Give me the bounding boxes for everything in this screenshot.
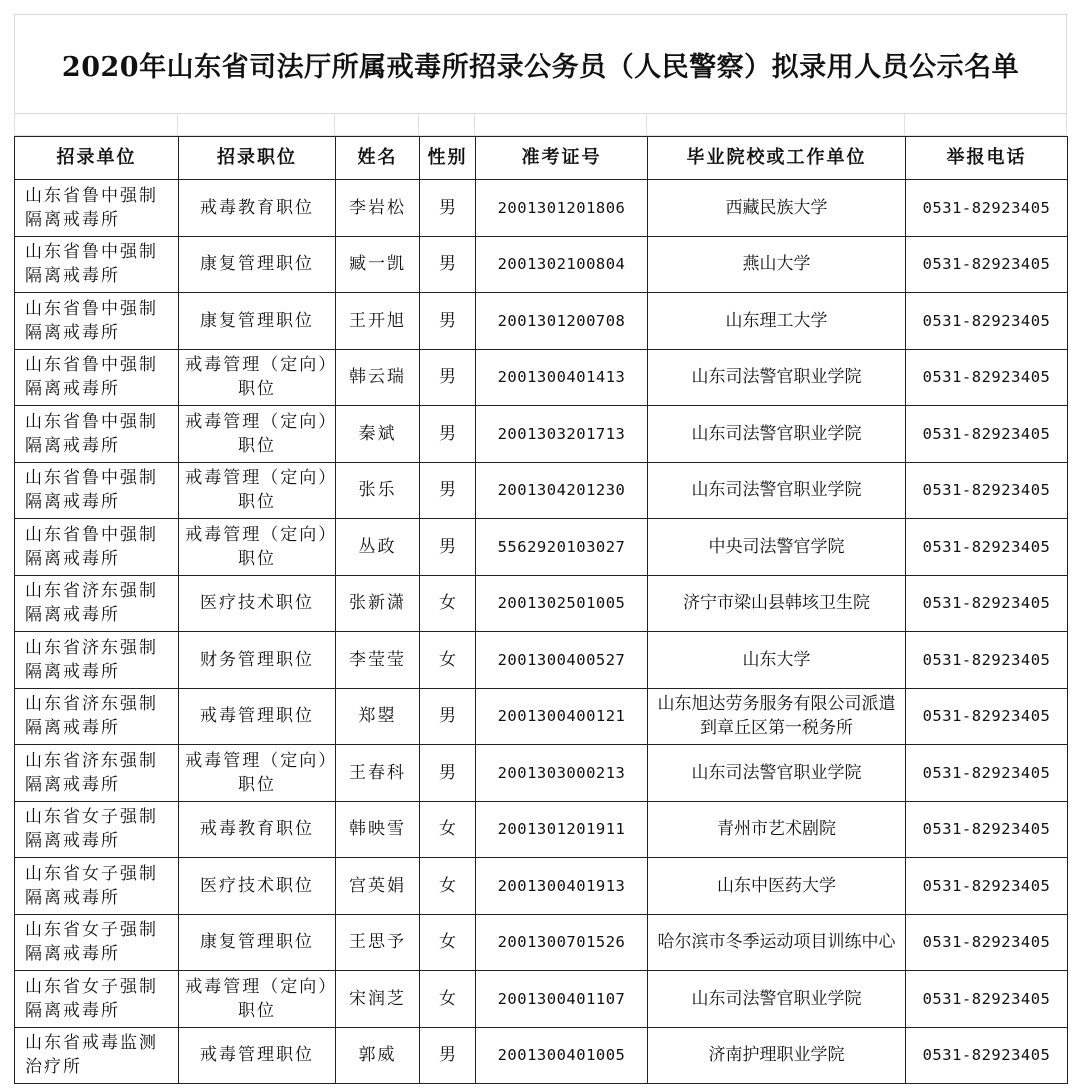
cell-exam-id: 2001301201911 [476, 801, 648, 858]
table-row [15, 801, 1068, 858]
cell-name: 丛政 [336, 519, 420, 576]
cell-unit: 山东省鲁中强制隔离戒毒所 [15, 406, 179, 463]
cell-name: 郑曌 [336, 688, 420, 745]
header-school: 毕业院校或工作单位 [648, 137, 906, 180]
cell-phone: 0531-82923405 [906, 745, 1068, 802]
table-row [15, 575, 1068, 632]
header-phone: 举报电话 [906, 137, 1068, 180]
cell-phone: 0531-82923405 [906, 858, 1068, 915]
cell-school: 山东司法警官职业学院 [648, 971, 906, 1028]
cell-school: 山东司法警官职业学院 [648, 349, 906, 406]
table-row [15, 462, 1068, 519]
cell-school: 山东理工大学 [648, 293, 906, 350]
cell-exam-id: 2001300401107 [476, 971, 648, 1028]
cell-gender: 男 [420, 1027, 476, 1084]
header-name: 姓名 [336, 137, 420, 180]
cell-position: 戒毒管理（定向）职位 [179, 406, 336, 463]
cell-gender: 男 [420, 519, 476, 576]
cell-position: 医疗技术职位 [179, 575, 336, 632]
table-row [15, 914, 1068, 971]
cell-exam-id: 2001302100804 [476, 236, 648, 293]
cell-exam-id: 5562920103027 [476, 519, 648, 576]
table-row [15, 858, 1068, 915]
table-row [15, 1027, 1068, 1084]
table-row [15, 293, 1068, 350]
cell-unit: 山东省鲁中强制隔离戒毒所 [15, 236, 179, 293]
cell-position: 戒毒教育职位 [179, 180, 336, 237]
cell-unit: 山东省济东强制隔离戒毒所 [15, 575, 179, 632]
cell-unit: 山东省济东强制隔离戒毒所 [15, 688, 179, 745]
table-row [15, 349, 1068, 406]
spreadsheet-gridlines [14, 114, 1067, 136]
cell-phone: 0531-82923405 [906, 462, 1068, 519]
cell-unit: 山东省女子强制隔离戒毒所 [15, 914, 179, 971]
cell-gender: 男 [420, 745, 476, 802]
document-title: 2020年山东省司法厅所属戒毒所招录公务员（人民警察）拟录用人员公示名单 [61, 51, 1020, 83]
cell-school: 哈尔滨市冬季运动项目训练中心 [648, 914, 906, 971]
cell-position: 戒毒管理（定向）职位 [179, 971, 336, 1028]
cell-phone: 0531-82923405 [906, 236, 1068, 293]
cell-position: 戒毒管理职位 [179, 1027, 336, 1084]
cell-unit: 山东省鲁中强制隔离戒毒所 [15, 519, 179, 576]
cell-name: 臧一凯 [336, 236, 420, 293]
cell-phone: 0531-82923405 [906, 406, 1068, 463]
cell-unit: 山东省女子强制隔离戒毒所 [15, 971, 179, 1028]
cell-school: 西藏民族大学 [648, 180, 906, 237]
cell-school: 山东司法警官职业学院 [648, 462, 906, 519]
cell-position: 康复管理职位 [179, 293, 336, 350]
table-row [15, 971, 1068, 1028]
cell-position: 戒毒管理（定向）职位 [179, 349, 336, 406]
cell-school: 济南护理职业学院 [648, 1027, 906, 1084]
cell-gender: 女 [420, 971, 476, 1028]
cell-name: 宫英娟 [336, 858, 420, 915]
cell-position: 戒毒管理（定向）职位 [179, 519, 336, 576]
cell-position: 戒毒管理（定向）职位 [179, 462, 336, 519]
cell-gender: 男 [420, 293, 476, 350]
cell-name: 王开旭 [336, 293, 420, 350]
cell-unit: 山东省济东强制隔离戒毒所 [15, 632, 179, 689]
cell-name: 王思予 [336, 914, 420, 971]
cell-name: 张乐 [336, 462, 420, 519]
cell-position: 医疗技术职位 [179, 858, 336, 915]
cell-exam-id: 2001304201230 [476, 462, 648, 519]
cell-unit: 山东省鲁中强制隔离戒毒所 [15, 349, 179, 406]
cell-name: 韩云瑞 [336, 349, 420, 406]
table-row [15, 745, 1068, 802]
cell-unit: 山东省女子强制隔离戒毒所 [15, 858, 179, 915]
cell-position: 戒毒管理（定向）职位 [179, 745, 336, 802]
cell-name: 宋润芝 [336, 971, 420, 1028]
cell-gender: 女 [420, 858, 476, 915]
table-row [15, 406, 1068, 463]
header-position: 招录职位 [179, 137, 336, 180]
cell-exam-id: 2001300401413 [476, 349, 648, 406]
table-row [15, 236, 1068, 293]
cell-exam-id: 2001300401913 [476, 858, 648, 915]
cell-gender: 女 [420, 801, 476, 858]
cell-exam-id: 2001302501005 [476, 575, 648, 632]
cell-school: 山东司法警官职业学院 [648, 406, 906, 463]
header-gender: 性别 [420, 137, 476, 180]
cell-exam-id: 2001303000213 [476, 745, 648, 802]
cell-position: 戒毒管理职位 [179, 688, 336, 745]
cell-name: 郭威 [336, 1027, 420, 1084]
cell-gender: 男 [420, 688, 476, 745]
cell-unit: 山东省济东强制隔离戒毒所 [15, 745, 179, 802]
cell-name: 秦斌 [336, 406, 420, 463]
cell-name: 韩映雪 [336, 801, 420, 858]
cell-gender: 女 [420, 632, 476, 689]
cell-school: 青州市艺术剧院 [648, 801, 906, 858]
cell-school: 济宁市梁山县韩垓卫生院 [648, 575, 906, 632]
cell-school: 燕山大学 [648, 236, 906, 293]
cell-phone: 0531-82923405 [906, 688, 1068, 745]
cell-phone: 0531-82923405 [906, 801, 1068, 858]
cell-unit: 山东省鲁中强制隔离戒毒所 [15, 180, 179, 237]
cell-phone: 0531-82923405 [906, 575, 1068, 632]
table-row [15, 519, 1068, 576]
cell-school: 中央司法警官学院 [648, 519, 906, 576]
cell-exam-id: 2001303201713 [476, 406, 648, 463]
cell-phone: 0531-82923405 [906, 349, 1068, 406]
cell-phone: 0531-82923405 [906, 1027, 1068, 1084]
cell-exam-id: 2001301200708 [476, 293, 648, 350]
cell-phone: 0531-82923405 [906, 293, 1068, 350]
cell-phone: 0531-82923405 [906, 632, 1068, 689]
header-unit: 招录单位 [15, 137, 179, 180]
header-exam-id: 准考证号 [476, 137, 648, 180]
cell-position: 康复管理职位 [179, 914, 336, 971]
roster-table [14, 136, 1068, 1084]
cell-unit: 山东省鲁中强制隔离戒毒所 [15, 293, 179, 350]
cell-phone: 0531-82923405 [906, 180, 1068, 237]
cell-phone: 0531-82923405 [906, 914, 1068, 971]
cell-gender: 女 [420, 575, 476, 632]
cell-position: 康复管理职位 [179, 236, 336, 293]
cell-unit: 山东省戒毒监测治疗所 [15, 1027, 179, 1084]
cell-gender: 男 [420, 406, 476, 463]
table-row [15, 688, 1068, 745]
cell-exam-id: 2001301201806 [476, 180, 648, 237]
cell-school: 山东中医药大学 [648, 858, 906, 915]
cell-exam-id: 2001300401005 [476, 1027, 648, 1084]
cell-exam-id: 2001300400121 [476, 688, 648, 745]
table-row [15, 180, 1068, 237]
cell-exam-id: 2001300400527 [476, 632, 648, 689]
cell-phone: 0531-82923405 [906, 519, 1068, 576]
cell-gender: 男 [420, 349, 476, 406]
table-row [15, 632, 1068, 689]
cell-unit: 山东省女子强制隔离戒毒所 [15, 801, 179, 858]
cell-school: 山东司法警官职业学院 [648, 745, 906, 802]
cell-name: 李岩松 [336, 180, 420, 237]
cell-position: 戒毒教育职位 [179, 801, 336, 858]
cell-school: 山东旭达劳务服务有限公司派遣到章丘区第一税务所 [648, 688, 906, 745]
cell-position: 财务管理职位 [179, 632, 336, 689]
cell-gender: 男 [420, 236, 476, 293]
cell-gender: 男 [420, 180, 476, 237]
cell-gender: 女 [420, 914, 476, 971]
cell-unit: 山东省鲁中强制隔离戒毒所 [15, 462, 179, 519]
cell-exam-id: 2001300701526 [476, 914, 648, 971]
table-header-row [15, 137, 1068, 180]
cell-phone: 0531-82923405 [906, 971, 1068, 1028]
cell-gender: 男 [420, 462, 476, 519]
cell-school: 山东大学 [648, 632, 906, 689]
cell-name: 李莹莹 [336, 632, 420, 689]
cell-name: 张新潇 [336, 575, 420, 632]
table-body [15, 180, 1068, 1084]
title-band [14, 14, 1067, 114]
cell-name: 王春科 [336, 745, 420, 802]
